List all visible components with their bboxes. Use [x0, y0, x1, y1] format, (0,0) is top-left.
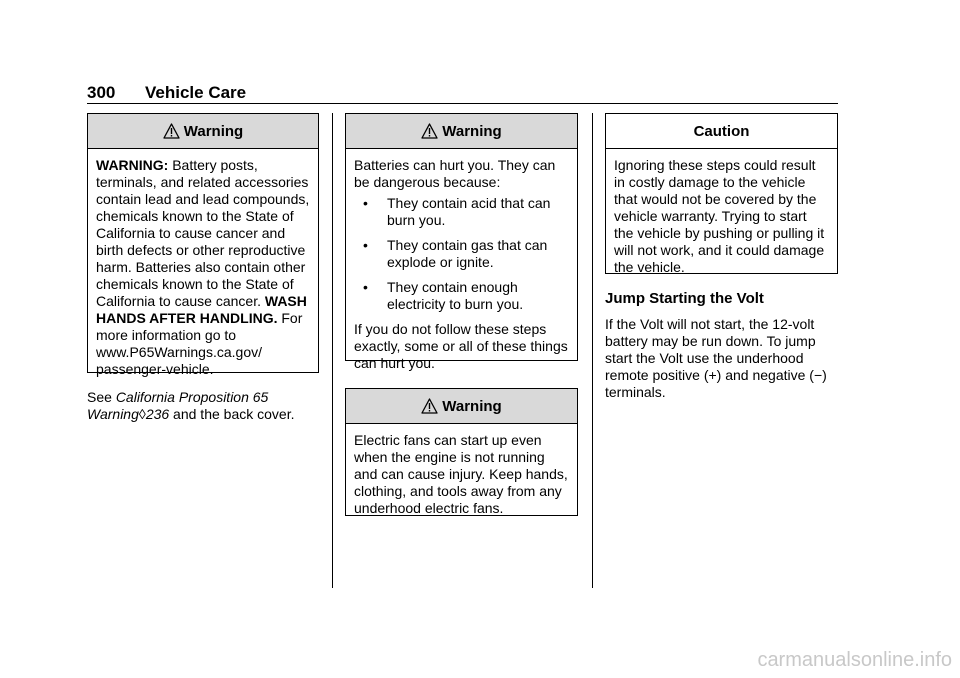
caution-heading-label: Caution [693, 122, 750, 140]
caution-text: Ignoring these steps could result in costly damage to the vehicle that would not be covered by the vehicle warranty. Trying to start the vehicle by pushing or pulling it will not work, and it could damage the vehicle. [614, 157, 825, 275]
warning-box-heading [346, 114, 577, 149]
warning-bold-2: WASH HANDS AFTER HANDLING. [96, 293, 307, 326]
see-prefix: See [87, 389, 116, 405]
see-page-ref[interactable]: 236 [145, 406, 170, 422]
column-divider-1 [332, 113, 333, 588]
warning-heading-label: Warning [183, 122, 244, 140]
warning-box-body [346, 149, 577, 380]
bullet: • [363, 279, 368, 295]
warning-box-battery-danger [345, 113, 578, 371]
warning-heading-label: Warning [442, 397, 502, 415]
warning-box-body [346, 424, 577, 525]
list-item: • They contain gas that can explode or ignite. [363, 237, 548, 270]
header-divider [87, 103, 838, 104]
bullet: • [363, 237, 368, 253]
see-ref-title[interactable]: California Proposition 65 Warning [87, 389, 269, 422]
warning-triangle-icon [421, 398, 438, 414]
see-reference-paragraph [87, 389, 319, 423]
warning-heading-label: Warning [442, 122, 502, 140]
warning-paragraph [96, 157, 311, 378]
jump-starting-paragraph: If the Volt will not start, the 12-volt battery may be run down. To jump start the Volt use the underhood remote positive (+) and negative (−) terminals. [605, 316, 827, 400]
bullet: • [363, 195, 368, 211]
warning-text-1: Battery posts, terminals, and related accessories contain lead and lead compounds, chemicals known to the State of California to cause cancer and birth defects or other reproductive harm. Batteries also contain other chemicals known to the State of California to cause cancer. [96, 157, 310, 309]
warning-lead-bold: WARNING: [96, 157, 169, 173]
page-header [87, 83, 838, 105]
page-number: 300 [87, 83, 116, 102]
warning-box-electric-fans [345, 388, 578, 516]
caution-box-heading [606, 114, 837, 149]
warning-box-proposition-65 [87, 113, 319, 377]
column-divider-2 [592, 113, 593, 588]
warning-box-heading [346, 389, 577, 424]
section-heading-jump-starting: Jump Starting the Volt [605, 290, 764, 307]
caution-box [605, 113, 838, 274]
warning-triangle-icon [163, 123, 180, 139]
warning-intro: Batteries can hurt you. They can be dangerous because: [354, 157, 556, 190]
list-item: • They contain enough electricity to burn you. [363, 279, 524, 312]
list-item: • They contain acid that can burn you. [363, 195, 551, 228]
warning-triangle-icon [421, 123, 438, 139]
watermark: carmanualsonline.info [757, 649, 952, 671]
warning-outro: If you do not follow these steps exactly, some or all of these things can hurt you. [354, 321, 568, 371]
warning-text-2: For more information go to www.P65Warnings.ca.gov/ passenger-vehicle. [96, 310, 303, 377]
caution-box-body [606, 149, 837, 284]
page-title: Vehicle Care [145, 83, 247, 102]
warning-text: Electric fans can start up even when the engine is not running and can cause injury. Keep hands, clothing, and tools away from any underhood electric fans. [354, 432, 568, 516]
page-ref-arrow-icon: ◊ [138, 406, 146, 422]
see-suffix: and the back cover. [169, 406, 295, 422]
hazard-list [354, 195, 570, 313]
warning-box-heading [88, 114, 318, 149]
warning-box-body [88, 149, 318, 386]
